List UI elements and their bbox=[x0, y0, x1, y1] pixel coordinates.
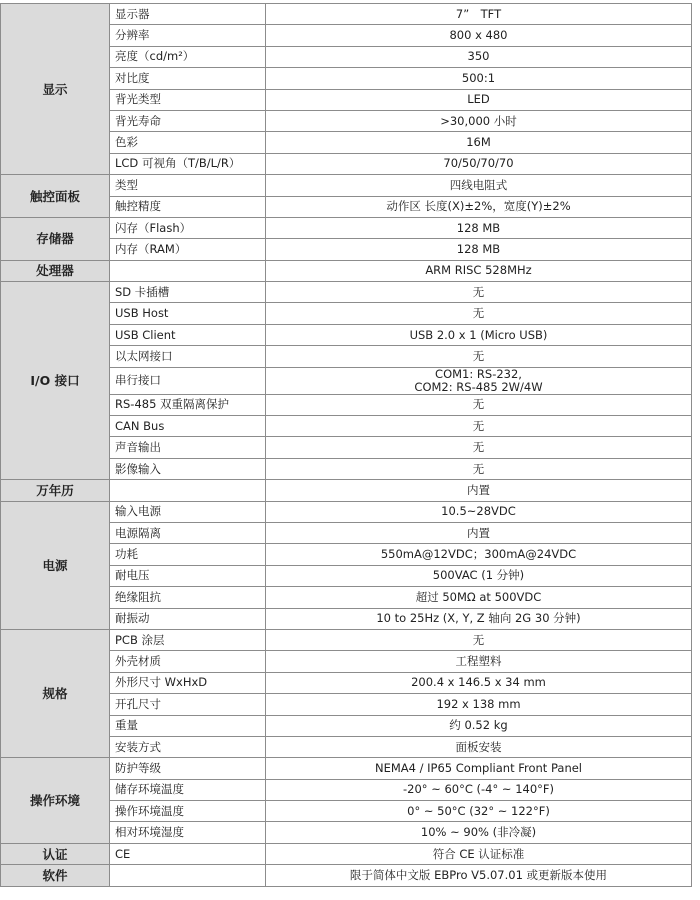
spec-item-label bbox=[110, 260, 266, 281]
spec-item-label: LCD 可视角（T/B/L/R） bbox=[110, 153, 266, 174]
category-label: 电源 bbox=[1, 501, 110, 629]
spec-value: >30,000 小时 bbox=[266, 110, 692, 131]
spec-item-label: 闪存（Flash） bbox=[110, 217, 266, 238]
spec-item-label: CAN Bus bbox=[110, 416, 266, 437]
spec-item-label: 以太网接口 bbox=[110, 346, 266, 367]
spec-value: 192 x 138 mm bbox=[266, 694, 692, 715]
spec-value: 无 bbox=[266, 629, 692, 650]
spec-item-label: 外壳材质 bbox=[110, 651, 266, 672]
category-label: 存储器 bbox=[1, 217, 110, 260]
spec-table bbox=[0, 3, 692, 887]
spec-item-label: 输入电源 bbox=[110, 501, 266, 522]
category-label: 认证 bbox=[1, 843, 110, 864]
spec-value: 无 bbox=[266, 458, 692, 479]
spec-item-label: 分辨率 bbox=[110, 25, 266, 46]
spec-item-label: 背光类型 bbox=[110, 89, 266, 110]
spec-value: 四线电阻式 bbox=[266, 175, 692, 196]
spec-item-label: 类型 bbox=[110, 175, 266, 196]
spec-value: 7” TFT bbox=[266, 4, 692, 25]
spec-row bbox=[1, 480, 692, 501]
spec-value: 200.4 x 146.5 x 34 mm bbox=[266, 672, 692, 693]
spec-value: USB 2.0 x 1 (Micro USB) bbox=[266, 324, 692, 345]
category-label: 万年历 bbox=[1, 480, 110, 501]
spec-item-label bbox=[110, 480, 266, 501]
spec-row bbox=[1, 260, 692, 281]
category-label: I/O 接口 bbox=[1, 282, 110, 480]
spec-item-label: 外形尺寸 WxHxD bbox=[110, 672, 266, 693]
spec-value: 内置 bbox=[266, 480, 692, 501]
spec-item-label: 对比度 bbox=[110, 68, 266, 89]
spec-item-label: 显示器 bbox=[110, 4, 266, 25]
spec-value: COM1: RS-232, COM2: RS-485 2W/4W bbox=[266, 367, 692, 394]
spec-item-label: 色彩 bbox=[110, 132, 266, 153]
spec-value: -20° ~ 60°C (-4° ~ 140°F) bbox=[266, 779, 692, 800]
spec-row bbox=[1, 4, 692, 25]
spec-value: 128 MB bbox=[266, 217, 692, 238]
spec-item-label: 重量 bbox=[110, 715, 266, 736]
spec-value: 无 bbox=[266, 346, 692, 367]
spec-value: 内置 bbox=[266, 522, 692, 543]
spec-item-label: 声音输出 bbox=[110, 437, 266, 458]
spec-row bbox=[1, 843, 692, 864]
spec-item-label: PCB 涂层 bbox=[110, 629, 266, 650]
spec-item-label: 串行接口 bbox=[110, 367, 266, 394]
spec-value: NEMA4 / IP65 Compliant Front Panel bbox=[266, 758, 692, 779]
spec-value: 工程塑料 bbox=[266, 651, 692, 672]
spec-item-label: 耐电压 bbox=[110, 565, 266, 586]
spec-row bbox=[1, 758, 692, 779]
spec-item-label: 操作环境温度 bbox=[110, 801, 266, 822]
spec-row bbox=[1, 629, 692, 650]
spec-value: ARM RISC 528MHz bbox=[266, 260, 692, 281]
spec-value: 面板安装 bbox=[266, 736, 692, 757]
spec-value: 无 bbox=[266, 303, 692, 324]
spec-item-label: 亮度（cd/m²） bbox=[110, 46, 266, 67]
spec-value: 无 bbox=[266, 437, 692, 458]
spec-value: 128 MB bbox=[266, 239, 692, 260]
spec-value: 500VAC (1 分钟) bbox=[266, 565, 692, 586]
spec-item-label: 相对环境湿度 bbox=[110, 822, 266, 843]
spec-value: 无 bbox=[266, 416, 692, 437]
spec-item-label: 开孔尺寸 bbox=[110, 694, 266, 715]
category-label: 处理器 bbox=[1, 260, 110, 281]
category-label: 规格 bbox=[1, 629, 110, 757]
spec-value: 约 0.52 kg bbox=[266, 715, 692, 736]
spec-item-label: USB Client bbox=[110, 324, 266, 345]
spec-item-label: 耐振动 bbox=[110, 608, 266, 629]
spec-value: 符合 CE 认证标准 bbox=[266, 843, 692, 864]
spec-item-label: 触控精度 bbox=[110, 196, 266, 217]
spec-value: 500:1 bbox=[266, 68, 692, 89]
spec-value: LED bbox=[266, 89, 692, 110]
spec-row bbox=[1, 175, 692, 196]
spec-item-label: 电源隔离 bbox=[110, 522, 266, 543]
spec-row bbox=[1, 501, 692, 522]
spec-item-label: 影像输入 bbox=[110, 458, 266, 479]
spec-row bbox=[1, 217, 692, 238]
spec-value: 10 to 25Hz (X, Y, Z 轴向 2G 30 分钟) bbox=[266, 608, 692, 629]
spec-row bbox=[1, 865, 692, 886]
spec-item-label: 内存（RAM） bbox=[110, 239, 266, 260]
spec-value: 70/50/70/70 bbox=[266, 153, 692, 174]
spec-value: 无 bbox=[266, 394, 692, 415]
spec-item-label bbox=[110, 865, 266, 886]
spec-value: 16M bbox=[266, 132, 692, 153]
spec-item-label: 防护等级 bbox=[110, 758, 266, 779]
spec-item-label: 背光寿命 bbox=[110, 110, 266, 131]
spec-value: 350 bbox=[266, 46, 692, 67]
spec-table-body bbox=[1, 4, 692, 887]
category-label: 软件 bbox=[1, 865, 110, 886]
spec-value: 550mA@12VDC；300mA@24VDC bbox=[266, 544, 692, 565]
spec-value: 超过 50MΩ at 500VDC bbox=[266, 587, 692, 608]
spec-value: 10% ~ 90% (非冷凝) bbox=[266, 822, 692, 843]
spec-item-label: 绝缘阻抗 bbox=[110, 587, 266, 608]
spec-item-label: SD 卡插槽 bbox=[110, 282, 266, 303]
spec-item-label: CE bbox=[110, 843, 266, 864]
spec-item-label: 安装方式 bbox=[110, 736, 266, 757]
category-label: 触控面板 bbox=[1, 175, 110, 218]
spec-item-label: 功耗 bbox=[110, 544, 266, 565]
spec-value: 800 x 480 bbox=[266, 25, 692, 46]
spec-value: 动作区 长度(X)±2%，宽度(Y)±2% bbox=[266, 196, 692, 217]
spec-item-label: USB Host bbox=[110, 303, 266, 324]
category-label: 操作环境 bbox=[1, 758, 110, 844]
spec-value: 10.5~28VDC bbox=[266, 501, 692, 522]
spec-value: 无 bbox=[266, 282, 692, 303]
spec-row bbox=[1, 282, 692, 303]
spec-item-label: 储存环境温度 bbox=[110, 779, 266, 800]
spec-value: 限于简体中文版 EBPro V5.07.01 或更新版本使用 bbox=[266, 865, 692, 886]
spec-item-label: RS-485 双重隔离保护 bbox=[110, 394, 266, 415]
spec-value: 0° ~ 50°C (32° ~ 122°F) bbox=[266, 801, 692, 822]
category-label: 显示 bbox=[1, 4, 110, 175]
